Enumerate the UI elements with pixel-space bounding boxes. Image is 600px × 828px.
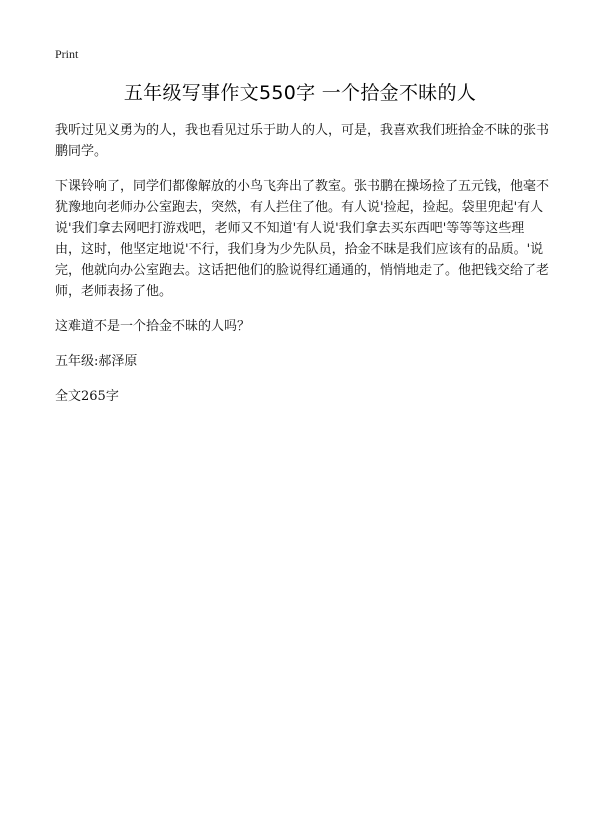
word-count: 全文265字 <box>55 389 119 404</box>
article-title: 五年级写事作文550字 一个拾金不昧的人 <box>123 82 477 104</box>
paragraph-story: 下课铃响了，同学们都像解放的小鸟飞奔出了教室。张书鹏在操场捡了五元钱，他毫不犹豫地向老师办公室跑去，突然，有人拦住了他。有人说'捡起，捡起。袋里兜起'有人说'我们拿去网吧打游戏吧，老师又不知道'有人说'我们拿去买东西吧'等等等这些理由，这时，他坚定地说'不行，我们身为少先队员，拾金不昧是我们应该有的品质。'说完，他就向办公室跑去。这话把他们的脸说得红通通的，悄悄地走了。他把钱交给了老师，老师表扬了他。 <box>55 179 550 299</box>
author-line: 五年级:郝泽原 <box>55 354 138 369</box>
paragraph-intro: 我听过见义勇为的人，我也看见过乐于助人的人，可是，我喜欢我们班拾金不昧的张书鹏同学。 <box>55 123 550 159</box>
paragraph-question: 这难道不是一个拾金不昧的人吗？ <box>55 319 251 334</box>
article-body <box>55 120 550 421</box>
print-link[interactable]: Print <box>55 47 79 61</box>
